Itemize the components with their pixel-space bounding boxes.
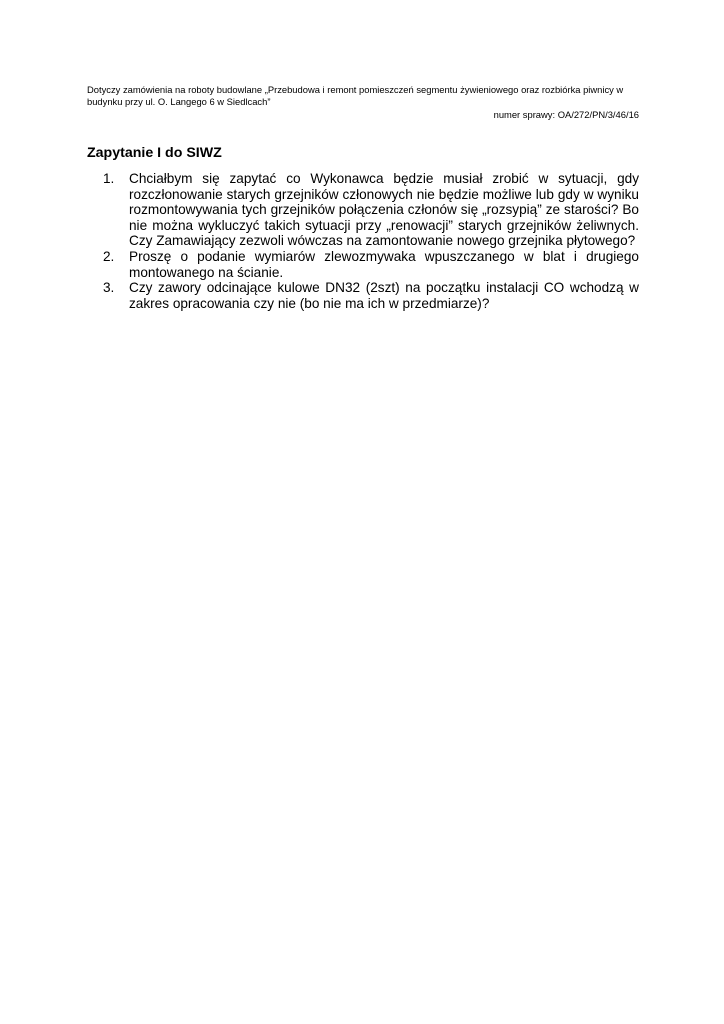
case-number: numer sprawy: OA/272/PN/3/46/16: [493, 109, 639, 120]
question-item: [103, 171, 639, 249]
question-item: [103, 280, 639, 311]
question-text: Proszę o podanie wymiarów zlewozmywaka wpuszczanego w blat i drugiego montowanego na ścianie.: [129, 248, 639, 280]
question-text: Czy zawory odcinające kulowe DN32 (2szt) na początku instalacji CO wchodzą w zakres opracowania czy nie (bo nie ma ich w przedmiarze)?: [129, 280, 639, 311]
header-reference: Dotyczy zamówienia na roboty budowlane „Przebudowa i remont pomieszczeń segmentu żywieniowego oraz rozbiórka piwnicy w budynku przy ul. O. Langego 6 w Siedlcach”: [87, 84, 624, 107]
document-header: [87, 84, 639, 121]
question-number: 2.: [103, 248, 115, 264]
question-text: Chciałbym się zapytać co Wykonawca będzie musiał zrobić w sytuacji, gdy rozczłonowanie starych grzejników członowych nie będzie możliwe lub gdy w wyniku rozmontowywania tych grzejników połączenia członów się „rozsypią” ze starości? Bo nie można wykluczyć takich sytuacji przy „renowacji” starych grzejników żeliwnych. Czy Zamawiający zezwoli wówczas na zamontowanie nowego grzejnika płytowego?: [129, 171, 639, 249]
question-item: [103, 249, 639, 280]
question-number: 3.: [103, 280, 115, 296]
document-title: Zapytanie I do SIWZ: [87, 145, 222, 161]
questions-list: [103, 171, 639, 311]
question-number: 1.: [103, 171, 115, 186]
